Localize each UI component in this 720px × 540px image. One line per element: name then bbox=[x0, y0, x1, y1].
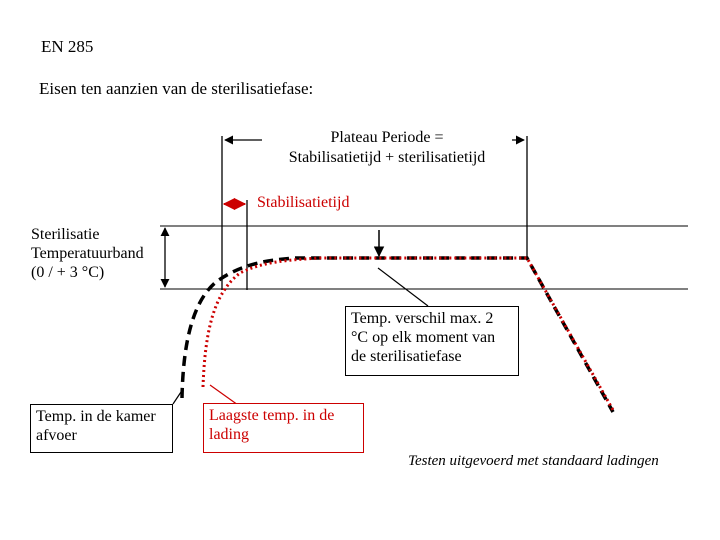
band-line-3: (0 / + 3 °C) bbox=[31, 264, 105, 282]
lowest-load-box: Laagste temp. in de lading bbox=[203, 403, 364, 453]
band-line-2: Temperatuurband bbox=[31, 245, 144, 263]
temperature-difference-box: Temp. verschil max. 2 °C op elk moment van de sterilisatiefase bbox=[345, 306, 519, 376]
footnote: Testen uitgevoerd met standaard ladingen bbox=[408, 453, 659, 469]
temperature-band-label bbox=[31, 225, 144, 283]
chamber-drain-connector bbox=[173, 392, 181, 404]
plateau-period-label bbox=[262, 128, 512, 168]
page-heading: Eisen ten aanzien van de sterilisatiefase: bbox=[39, 79, 314, 98]
standard-label: EN 285 bbox=[41, 37, 94, 56]
plateau-line-2: Stabilisatietijd + sterilisatietijd bbox=[288, 149, 486, 166]
stabilisation-label: Stabilisatietijd bbox=[257, 194, 350, 211]
load-connector bbox=[210, 385, 238, 405]
temp-difference-connector bbox=[378, 268, 428, 306]
chamber-drain-box: Temp. in de kamer afvoer bbox=[30, 404, 173, 453]
band-line-1: Sterilisatie bbox=[31, 226, 100, 243]
plateau-line-1: Plateau Periode = bbox=[330, 129, 444, 146]
